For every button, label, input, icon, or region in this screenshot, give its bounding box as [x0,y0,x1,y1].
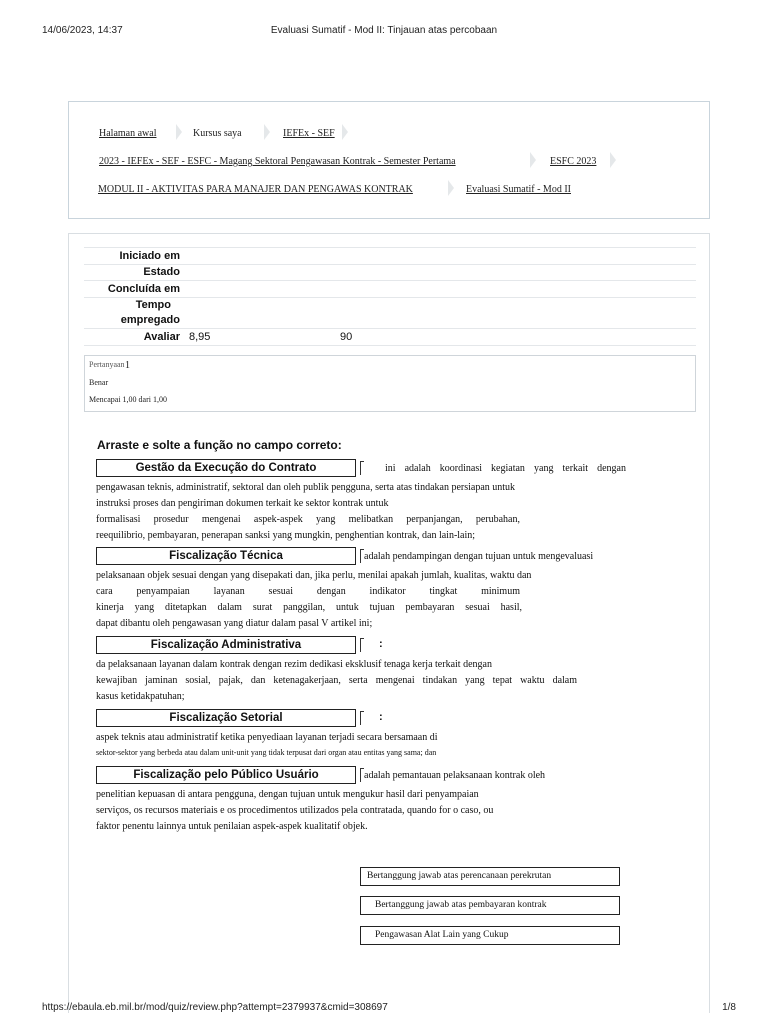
drop-zone-3[interactable]: Fiscalização Administrativa [96,636,356,654]
breadcrumb-separator-icon [610,152,618,168]
item-2-line: cara penyampaian layanan sesuai dengan indikator tingkat minimum [96,586,520,597]
breadcrumb-home[interactable]: Halaman awal [99,128,157,139]
breadcrumb-course[interactable]: 2023 - IEFEx - SEF - ESFC - Magang Sektoral Pengawasan Kontrak - Semester Pertama [99,156,456,167]
question-number: 1 [125,360,130,371]
breadcrumb-quiz[interactable]: Evaluasi Sumatif - Mod II [466,184,571,195]
item-1-line: reequilibrio, pembayaran, penerapan sanksi yang mungkin, penghentian kontrak, dan lain-lain; [96,530,476,541]
item-4-line: aspek teknis atau administratif ketika penyediaan layanan terjadi secara bersamaan di [96,732,438,743]
item-3-tail: : [379,638,383,650]
summary-label: Concluída em [107,283,180,295]
item-1-tail: ini adalah koordinasi kegiatan yang terkait dengan [385,463,626,474]
item-3-line: kewajiban jaminan sosial, pajak, dan ketenagakerjaan, serta mengenai tindakan yang tepat waktu dalam [96,675,577,686]
item-5-line: serviços, os recursos materiais e os procedimentos utilizados pela contratada, quando for o caso, ou [96,805,494,816]
item-1-line: pengawasan teknis, administratif, sektoral dan oleh publik pengguna, serta atas tindakan persiapan untuk [96,482,516,493]
drag-option-2[interactable]: Bertanggung jawab atas pembayaran kontrak [360,896,620,915]
item-5-tail: adalah pemantauan pelaksanaan kontrak oleh [364,770,546,781]
item-3-line: da pelaksanaan layanan dalam kontrak dengan rezim dedikasi eksklusif tenaga kerja terkait dengan [96,659,492,670]
breadcrumb-module[interactable]: MODUL II - AKTIVITAS PARA MANAJER DAN PENGAWAS KONTRAK [98,184,413,195]
print-page-number: 1/8 [722,1002,736,1013]
print-datetime: 14/06/2023, 14:37 [42,25,123,36]
breadcrumb-separator-icon [176,124,184,140]
item-2-line: kinerja yang ditetapkan dalam surat panggilan, untuk tujuan pembayaran sesuai hasil, [96,602,522,613]
summary-label: empregado [120,314,180,326]
print-url: https://ebaula.eb.mil.br/mod/quiz/review.php?attempt=2379937&cmid=308697 [42,1002,388,1013]
grade-value: 8,95 [189,331,211,343]
drop-marker-icon [360,461,364,475]
breadcrumb-separator-icon [342,124,350,140]
drag-option-3[interactable]: Pengawasan Alat Lain yang Cukup [360,926,620,945]
drop-marker-icon [360,711,364,725]
print-page-title: Evaluasi Sumatif - Mod II: Tinjauan atas percobaan [270,25,498,36]
item-1-line: instruksi proses dan pengiriman dokumen terkait ke sektor kontrak untuk [96,498,389,509]
summary-label: Tempo [135,299,171,311]
breadcrumb-esfc-2023[interactable]: ESFC 2023 [550,156,597,167]
breadcrumb-separator-icon [530,152,538,168]
question-status: Benar [89,378,109,387]
drag-option-1[interactable]: Bertanggung jawab atas perencanaan perekrutan [360,867,620,886]
summary-label: Estado [143,266,180,278]
drop-zone-2[interactable]: Fiscalização Técnica [96,547,356,565]
breadcrumb-my-courses: Kursus saya [193,128,242,139]
question-info [84,355,696,412]
drop-zone-1[interactable]: Gestão da Execução do Contrato [96,459,356,477]
question-title: Pertanyaan [89,360,125,369]
summary-row [84,264,696,281]
breadcrumb-iefex-sef[interactable]: IEFEx - SEF [283,128,335,139]
drop-zone-5[interactable]: Fiscalização pelo Público Usuário [96,766,356,784]
item-2-line: pelaksanaan objek sesuai dengan yang disepakati dan, jika perlu, menilai apakah jumlah, kualitas, waktu dan [96,570,532,581]
breadcrumb-separator-icon [264,124,272,140]
summary-row [84,247,696,265]
grade-max: 90 [340,331,353,343]
item-4-line: sektor-sektor yang berbeda atau dalam unit-unit yang tidak terpusat dari organ atau entitas yang sama; dan [96,748,437,757]
item-1-line: formalisasi prosedur mengenai aspek-aspek yang melibatkan perpanjangan, perubahan, [96,514,520,525]
question-mark: Mencapai 1,00 dari 1,00 [89,395,167,404]
item-3-line: kasus ketidakpatuhan; [96,691,185,702]
item-2-line: dapat dibantu oleh pengawasan yang diatur dalam pasal V artikel ini; [96,618,373,629]
drop-marker-icon [360,638,364,652]
print-footer [0,1002,768,1016]
summary-label: Iniciado em [119,250,180,262]
summary-label: Avaliar [143,331,180,343]
item-5-line: faktor penentu lainnya untuk penilaian aspek-aspek kualitatif objek. [96,821,368,832]
breadcrumb-separator-icon [448,180,456,196]
item-5-line: penelitian kepuasan di antara pengguna, dengan tujuan untuk mengukur hasil dari penyampaian [96,789,479,800]
summary-row [84,329,696,346]
item-2-tail: adalah pendampingan dengan tujuan untuk mengevaluasi [364,551,594,562]
summary-row [84,281,696,298]
print-header [0,25,768,39]
drop-zone-4[interactable]: Fiscalização Setorial [96,709,356,727]
question-prompt: Arraste e solte a função no campo correto: [97,438,342,452]
summary-row [84,298,696,329]
item-4-tail: : [379,711,383,723]
